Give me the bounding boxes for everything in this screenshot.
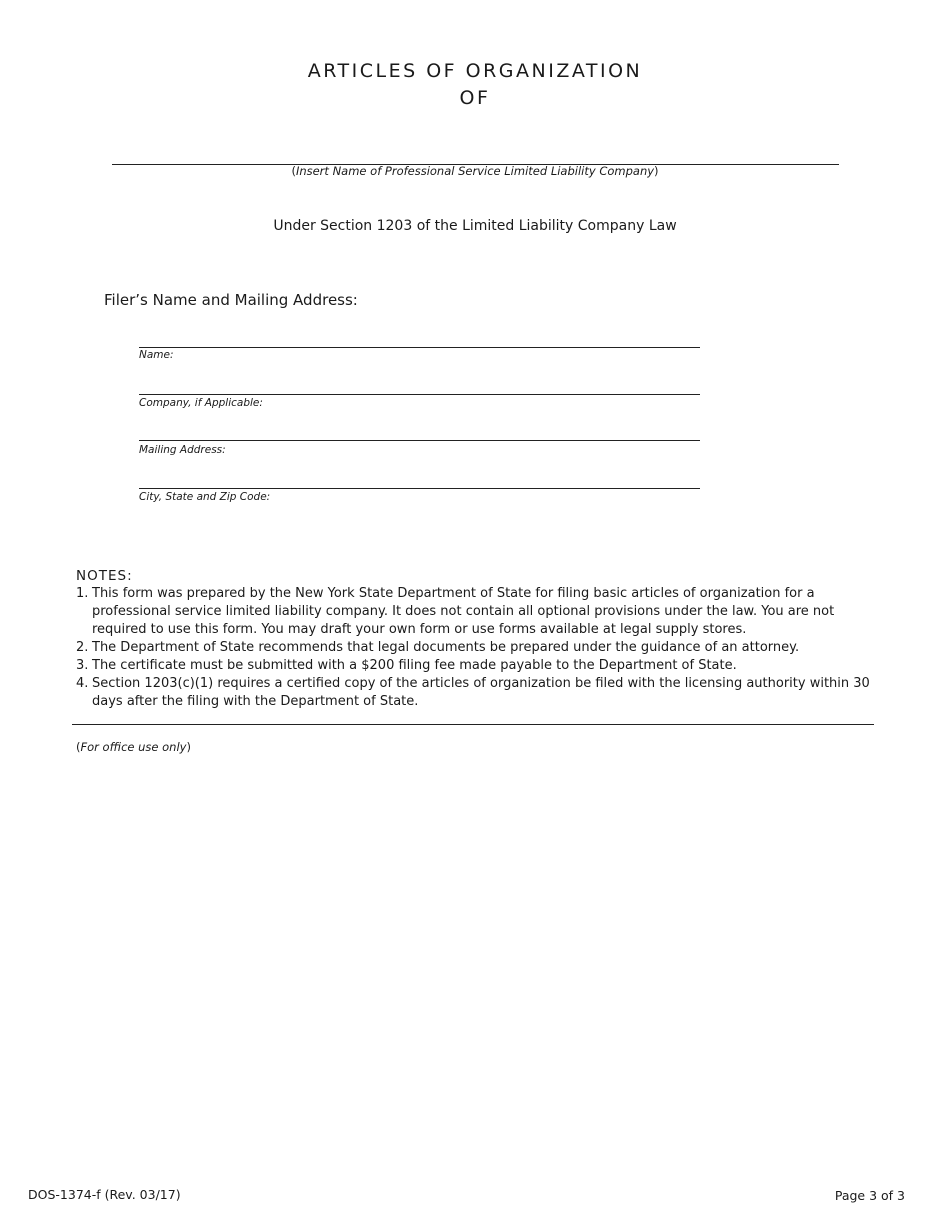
note-number: 2.: [76, 640, 89, 655]
document-title-of: OF: [459, 87, 491, 109]
city-state-zip-field-label: City, State and Zip Code:: [139, 491, 271, 503]
note-text: Section 1203(c)(1) requires a certified copy of the articles of organization be filed with the licensing authority within 30 days after the filing with the Department of State.: [92, 676, 870, 709]
name-field-label: Name:: [139, 349, 174, 361]
mailing-address-field-line[interactable]: [139, 440, 700, 441]
note-number: 3.: [76, 658, 89, 673]
page-number: Page 3 of 3: [834, 1188, 905, 1203]
note-item: [76, 675, 876, 711]
notes-list: [76, 585, 876, 711]
company-field-line[interactable]: [139, 394, 700, 395]
office-use-divider: [72, 724, 874, 725]
office-open-paren: (: [76, 740, 81, 754]
caption-close-paren: ): [654, 164, 659, 178]
note-text: This form was prepared by the New York State Department of State for filing basic articles of organization for a professional service limited liability company. It does not contain all optional provisions under the law. You are not required to use this form. You may draft your own form or use forms available at legal supply stores.: [92, 586, 835, 637]
note-item: [76, 639, 876, 657]
caption-text: Insert Name of Professional Service Limited Liability Company: [295, 164, 655, 178]
document-title: ARTICLES OF ORGANIZATION: [307, 60, 643, 82]
note-item: [76, 585, 876, 639]
note-text: The Department of State recommends that legal documents be prepared under the guidance of an attorney.: [92, 640, 800, 655]
filer-heading: Filer’s Name and Mailing Address:: [104, 291, 358, 309]
name-field-line[interactable]: [139, 347, 700, 348]
note-number: 4.: [76, 676, 89, 691]
office-close-paren: ): [186, 740, 191, 754]
city-state-zip-field-line[interactable]: [139, 488, 700, 489]
office-use-text: For office use only: [80, 740, 187, 754]
mailing-address-field-label: Mailing Address:: [139, 444, 226, 456]
note-item: [76, 657, 876, 675]
office-use-caption: [76, 739, 191, 755]
notes-heading: NOTES:: [76, 568, 133, 584]
company-field-label: Company, if Applicable:: [139, 397, 263, 409]
under-section-text: Under Section 1203 of the Limited Liability Company Law: [273, 218, 677, 234]
form-id: DOS-1374-f (Rev. 03/17): [28, 1187, 181, 1202]
caption-open-paren: (: [291, 164, 296, 178]
note-number: 1.: [76, 586, 89, 601]
note-text: The certificate must be submitted with a $200 filing fee made payable to the Department of State.: [92, 658, 737, 673]
company-name-caption: [0, 163, 950, 179]
